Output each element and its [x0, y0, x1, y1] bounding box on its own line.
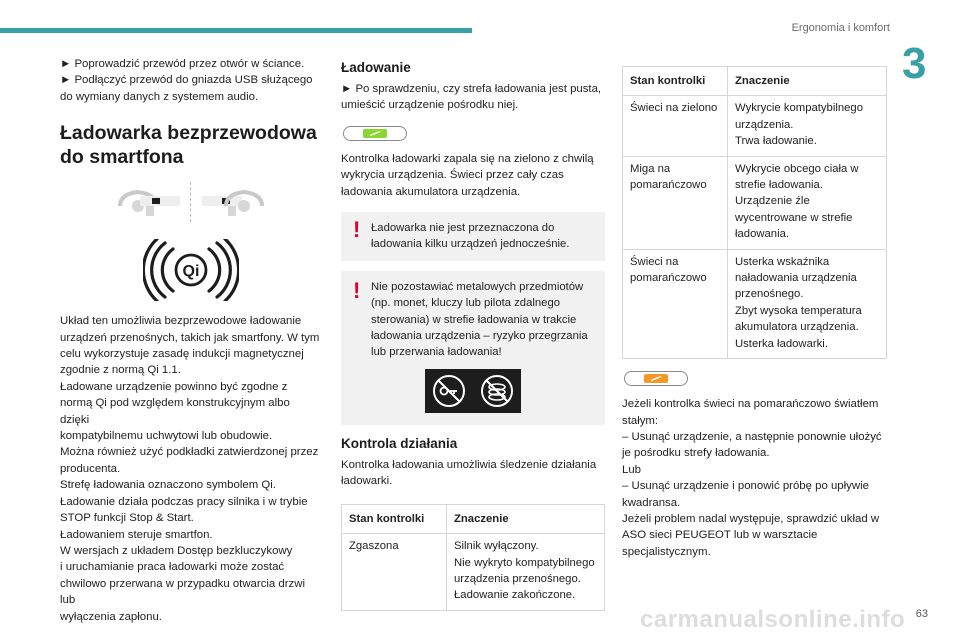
- charging-led-orange-icon: [644, 374, 668, 383]
- heading-control: Kontrola działania: [341, 435, 458, 451]
- page-number: 63: [915, 608, 928, 620]
- table-row: Zgaszona Silnik wyłączony. Nie wykryto kompatybilnego urządzenia przenośnego. Ładowanie zakończone.: [342, 534, 605, 611]
- charging-led-green-icon: [363, 129, 387, 138]
- led-orange-indicator: [624, 371, 688, 386]
- warning-icon: !: [353, 277, 361, 303]
- column-1: [60, 56, 322, 625]
- section-heading-wireless-charger: Ładowarka bezprzewodowa do smartfona: [60, 122, 317, 169]
- no-coins-icon: [479, 373, 515, 409]
- bullet-2: ► Podłączyć przewód do gniazda USB służącego do wymiany danych z systemem audio.: [60, 74, 313, 103]
- header-accent-bar: [0, 28, 472, 33]
- table-header-row: Stan kontrolki Znaczenie: [623, 67, 887, 96]
- qi-label: Qi: [182, 263, 200, 281]
- column-3: [622, 66, 887, 560]
- no-key-icon: [431, 373, 467, 409]
- qi-symbol: [60, 239, 322, 301]
- steering-wheel-right-icon: [198, 184, 266, 220]
- heading-charging: Ładowanie: [341, 60, 411, 75]
- section-title: Ergonomia i komfort: [791, 22, 890, 34]
- control-text: Kontrolka ładowania umożliwia śledzenie działania ładowarki.: [341, 458, 597, 488]
- warning-icon: !: [353, 217, 361, 243]
- warning-box-multiple-devices: ! Ładowarka nie jest przeznaczona do ładowania kilku urządzeń jednocześnie.: [341, 212, 605, 261]
- table-row: Miga na pomarańczowo Wykrycie obcego ciała w strefie ładowania. Urządzenie źle wycentrowane w strefie ładowania.: [623, 156, 887, 249]
- chapter-number: 3: [902, 39, 927, 88]
- qi-wireless-icon: [143, 239, 239, 301]
- charging-step: ► Po sprawdzeniu, czy strefa ładowania jest pusta, umieścić urządzenie pośrodku niej.: [341, 83, 602, 112]
- wireless-charger-description: Układ ten umożliwia bezprzewodowe ładowanie urządzeń przenośnych, takich jak smartfony. W tym celu wykorzystuje zasadę indukcji magnetycznej zgodnie z normą Qi 1.1. Ładowane urządzenie powinno być zgodne z normą Qi pod względem konstrukcyjnym albo dzięki kompatybilnemu uchwytowi lub obudowie. Można również użyć podkładki zatwierdzonej przez producenta. Strefę ładowania oznaczono symbolem Qi. Ładowanie działa podczas pracy silnika i w trybie STOP funkcji Stop & Start. Ładowaniem steruje smartfon. W wersjach z układem Dostęp bezkluczykowy i uruchamianie praca ładowarki może zostać chwilowo przerwana w przypadku otwarcia drzwi lub wyłączenia zapłonu.: [60, 315, 320, 623]
- steering-wheel-left-icon: [116, 184, 184, 220]
- status-table-part-2: [622, 66, 887, 359]
- table-row: Świeci na pomarańczowo Usterka wskaźnika naładowania urządzenia przenośnego. Zbyt wysoka temperatura akumulatora urządzenia. Usterka ładowarki.: [623, 249, 887, 358]
- warning-box-metal-objects: ! Nie pozostawiać metalowych przedmiotów (np. monet, kluczy lub pilota zdalnego sterowania) w strefie ładowania w trakcie ładowania urządzenia – ryzyko przegrzania lub przerwania ładowania!: [341, 271, 605, 425]
- table-row: Świeci na zielono Wykrycie kompatybilnego urządzenia. Trwa ładowanie.: [623, 96, 887, 156]
- orange-led-instructions: Jeżeli kontrolka świeci na pomarańczowo światłem stałym: – Usunąć urządzenie, a następnie ponownie ułożyć je pośrodku strefy ładowania. Lub – Usunąć urządzenie i ponowić próbę po upływie kwadransa. Jeżeli problem nadal występuje, sprawdzić układ w ASO sieci PEUGEOT lub w warsztacie specjalistycznym.: [622, 398, 882, 558]
- illustration-separator: [190, 182, 192, 222]
- prohibition-pictograms: [351, 369, 595, 413]
- bullet-1: ► Poprowadzić przewód przez otwór w ściance.: [60, 58, 305, 70]
- green-led-text: Kontrolka ładowarki zapala się na zielono z chwilą wykrycia urządzenia. Świeci przez cały czas ładowania akumulatora urządzenia.: [341, 152, 594, 198]
- table-header-row: Stan kontrolki Znaczenie: [342, 504, 605, 533]
- status-table-part-1: [341, 504, 605, 611]
- watermark: carmanualsonline.info: [640, 606, 906, 633]
- led-green-indicator: [343, 126, 407, 141]
- steering-wheel-illustrations: [60, 183, 322, 221]
- column-2: [341, 56, 605, 611]
